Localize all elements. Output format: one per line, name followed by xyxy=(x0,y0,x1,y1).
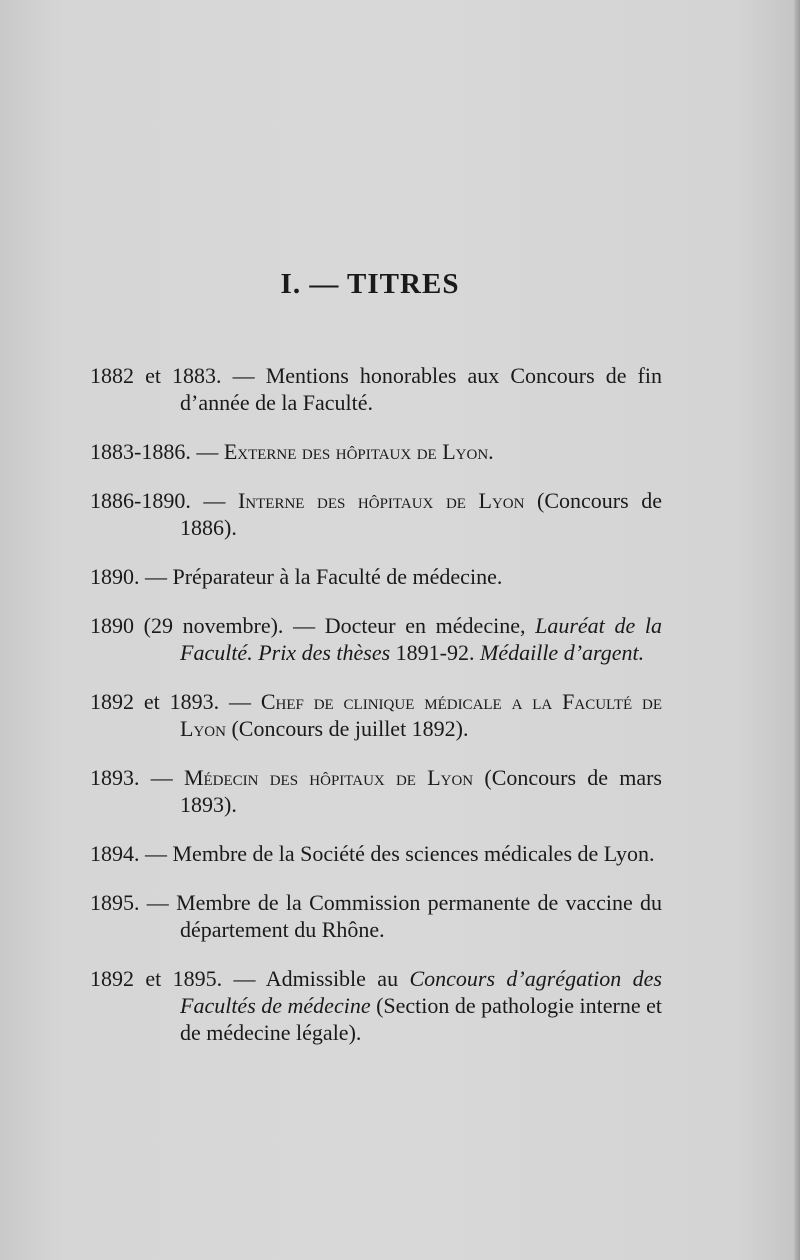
entry-1895 xyxy=(90,889,662,943)
entry-1890 xyxy=(90,563,662,590)
entry-text: Membre de la Commission permanente de vaccine du département du Rhône. xyxy=(176,890,662,942)
entry-separator: — xyxy=(190,488,238,513)
entry-text-section: (Section de pathologie interne et de médecine légale). xyxy=(180,993,663,1045)
entry-title: Interne des hôpitaux de Lyon xyxy=(237,488,525,513)
entry-separator: — xyxy=(283,613,325,638)
entry-1892-1895 xyxy=(90,965,662,1046)
entry-1882-1883 xyxy=(90,362,662,416)
entry-text: Admissible au xyxy=(265,966,410,991)
entry-1886-1890 xyxy=(90,487,662,541)
entry-separator: — xyxy=(222,966,266,991)
entry-1883-1886 xyxy=(90,438,662,465)
page-edge-shadow xyxy=(794,0,800,1260)
entry-1892-1893 xyxy=(90,688,662,742)
entry-text-years: 1891-92. xyxy=(390,640,480,665)
entry-italic-medal: Médaille d’argent. xyxy=(480,640,645,665)
titles-list xyxy=(90,340,662,1057)
entry-text: Membre de la Société des sciences médicales de Lyon. xyxy=(172,841,655,866)
entry-separator: — xyxy=(219,689,261,714)
entry-separator: — xyxy=(221,363,266,388)
entry-date: 1892 et 1895. xyxy=(90,966,223,991)
entry-text: Docteur en médecine, xyxy=(324,613,536,638)
entry-text: Mentions honorables aux Concours de fin d’année de la Faculté. xyxy=(180,363,662,415)
entry-1894 xyxy=(90,840,662,867)
entry-date: 1894. xyxy=(90,841,140,866)
entry-title: Chef de clinique médicale a la Faculté de Lyon xyxy=(180,689,662,741)
entry-date: 1883-1886. xyxy=(90,439,191,464)
entry-separator: — xyxy=(139,841,173,866)
entry-date: 1893. xyxy=(90,765,140,790)
entry-date: 1882 et 1883. xyxy=(90,363,222,388)
entry-separator: — xyxy=(139,564,173,589)
entry-title: Médecin des hôpitaux de Lyon xyxy=(183,765,474,790)
entry-text: Préparateur à la Faculté de médecine. xyxy=(172,564,503,589)
entry-date: 1886-1890. xyxy=(90,488,191,513)
entry-date: 1890 (29 novembre). xyxy=(90,613,284,638)
entry-text: Externe des hôpitaux de Lyon. xyxy=(223,439,494,464)
entry-text: (Concours de juillet 1892). xyxy=(225,716,469,741)
entry-date: 1892 et 1893. xyxy=(90,689,220,714)
entry-italic-concours: Concours d’agrégation des Facultés de médecine xyxy=(180,966,662,1018)
section-title: I. — TITRES xyxy=(280,268,460,300)
entry-separator: — xyxy=(139,890,177,915)
entry-text: (Concours de 1886). xyxy=(180,488,663,540)
entry-1890-doctorate xyxy=(90,612,662,666)
entry-1893 xyxy=(90,764,662,818)
entry-separator: — xyxy=(139,765,184,790)
entry-italic-honor: Lauréat de la Faculté. Prix des thèses xyxy=(180,613,662,665)
entry-date: 1890. xyxy=(90,564,140,589)
entry-text: (Concours de mars 1893). xyxy=(180,765,662,817)
entry-date: 1895. xyxy=(90,890,140,915)
entry-separator: — xyxy=(190,439,224,464)
